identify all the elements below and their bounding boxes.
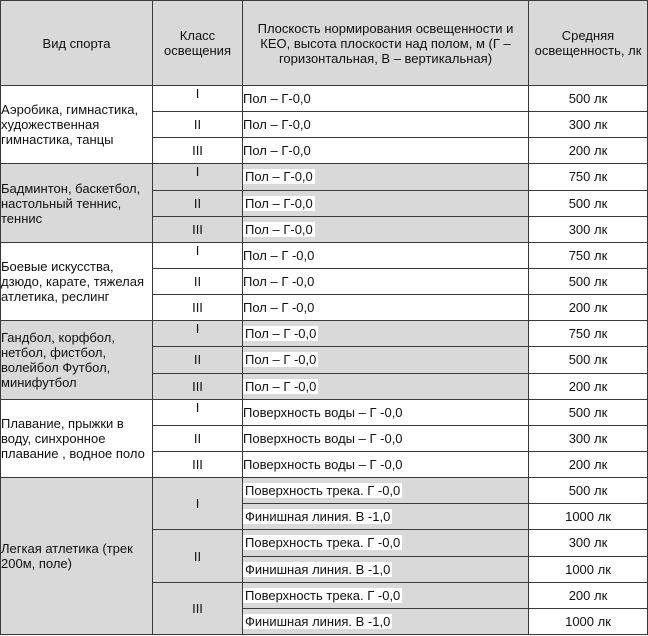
illuminance-cell: 750 лк <box>529 164 648 190</box>
class-cell: III <box>153 295 243 321</box>
plane-text: Пол – Г-0,0 <box>245 169 313 185</box>
illuminance-cell: 300 лк <box>529 112 648 138</box>
table-row <box>1 478 648 504</box>
sport-cell: Плавание, прыжки в воду, синхронное плавание , водное поло <box>1 399 153 477</box>
header-row <box>1 1 648 86</box>
plane-cell: Пол – Г-0,0 <box>243 86 529 112</box>
illuminance-cell: 200 лк <box>529 295 648 321</box>
plane-cell: Поверхность воды – Г -0,0 <box>243 451 529 477</box>
illuminance-cell: 500 лк <box>529 86 648 112</box>
plane-cell: Поверхность воды – Г -0,0 <box>243 399 529 425</box>
illuminance-cell: 500 лк <box>529 399 648 425</box>
table-row <box>1 399 648 425</box>
plane-cell <box>243 321 529 347</box>
plane-cell: Пол – Г-0,0 <box>243 112 529 138</box>
table-row <box>1 242 648 268</box>
plane-text: Поверхность трека. Г -0,0 <box>245 587 401 603</box>
class-cell: I <box>153 478 243 530</box>
class-cell: II <box>153 190 243 216</box>
plane-text: Пол – Г -0,0 <box>245 378 317 394</box>
plane-cell <box>243 608 529 634</box>
class-cell: I <box>153 242 243 268</box>
plane-cell <box>243 504 529 530</box>
plane-text: Пол – Г-0,0 <box>245 195 313 211</box>
class-cell: III <box>153 451 243 477</box>
plane-cell: Пол – Г -0,0 <box>243 242 529 268</box>
plane-cell <box>243 582 529 608</box>
plane-cell <box>243 164 529 190</box>
class-cell: III <box>153 138 243 164</box>
illuminance-cell: 1000 лк <box>529 504 648 530</box>
class-cell: I <box>153 399 243 425</box>
table-row <box>1 164 648 190</box>
illuminance-cell: 300 лк <box>529 425 648 451</box>
class-cell: I <box>153 164 243 190</box>
sport-cell: Гандбол, корфбол, нетбол, фистбол, волейбол Футбол, минифутбол <box>1 321 153 399</box>
illuminance-cell: 300 лк <box>529 530 648 556</box>
illuminance-cell: 200 лк <box>529 138 648 164</box>
sport-cell: Аэробика, гимнастика, художественная гимнастика, танцы <box>1 86 153 164</box>
plane-cell <box>243 530 529 556</box>
class-cell: I <box>153 321 243 347</box>
plane-cell <box>243 556 529 582</box>
sport-cell: Легкая атлетика (трек 200м, поле) <box>1 478 153 635</box>
plane-text: Финишная линия. В -1,0 <box>245 561 391 577</box>
table-row <box>1 86 648 112</box>
illuminance-cell: 200 лк <box>529 451 648 477</box>
class-cell: II <box>153 268 243 294</box>
sport-cell: Боевые искусства, дзюдо, карате, тяжелая атлетика, реслинг <box>1 242 153 320</box>
illuminance-cell: 200 лк <box>529 373 648 399</box>
plane-text: Пол – Г-0,0 <box>245 221 313 237</box>
plane-text: Пол – Г -0,0 <box>245 326 317 342</box>
plane-cell <box>243 478 529 504</box>
illuminance-cell: 1000 лк <box>529 608 648 634</box>
illuminance-cell: 750 лк <box>529 321 648 347</box>
illuminance-cell: 1000 лк <box>529 556 648 582</box>
plane-text: Финишная линия. В -1,0 <box>245 509 391 525</box>
plane-text: Поверхность трека. Г -0,0 <box>245 483 401 499</box>
plane-cell <box>243 373 529 399</box>
class-cell: II <box>153 347 243 373</box>
header-plane: Плоскость нормирования освещенности и КЕО, высота плоскости над полом, м (Г – горизонтальная, В – вертикальная) <box>243 1 529 86</box>
illuminance-cell: 500 лк <box>529 347 648 373</box>
header-illuminance: Средняя освещенность, лк <box>529 1 648 86</box>
plane-text: Финишная линия. В -1,0 <box>245 613 391 629</box>
plane-text: Поверхность трека. Г -0,0 <box>245 535 401 551</box>
sport-cell: Бадминтон, баскетбол, настольный теннис, теннис <box>1 164 153 242</box>
plane-cell: Пол – Г -0,0 <box>243 268 529 294</box>
header-sport: Вид спорта <box>1 1 153 86</box>
table-row <box>1 321 648 347</box>
plane-cell: Поверхность воды – Г -0,0 <box>243 425 529 451</box>
plane-cell <box>243 190 529 216</box>
class-cell: II <box>153 530 243 582</box>
plane-text: Пол – Г -0,0 <box>245 352 317 368</box>
header-class: Класс освещения <box>153 1 243 86</box>
class-cell: III <box>153 582 243 634</box>
class-cell: III <box>153 373 243 399</box>
class-cell: II <box>153 425 243 451</box>
class-cell: II <box>153 112 243 138</box>
plane-cell <box>243 347 529 373</box>
illuminance-cell: 500 лк <box>529 268 648 294</box>
class-cell: I <box>153 86 243 112</box>
plane-cell <box>243 216 529 242</box>
class-cell: III <box>153 216 243 242</box>
illuminance-cell: 200 лк <box>529 582 648 608</box>
illuminance-cell: 300 лк <box>529 216 648 242</box>
illuminance-cell: 750 лк <box>529 242 648 268</box>
illuminance-cell: 500 лк <box>529 190 648 216</box>
plane-cell: Пол – Г-0,0 <box>243 138 529 164</box>
plane-cell: Пол – Г -0,0 <box>243 295 529 321</box>
illuminance-cell: 500 лк <box>529 478 648 504</box>
